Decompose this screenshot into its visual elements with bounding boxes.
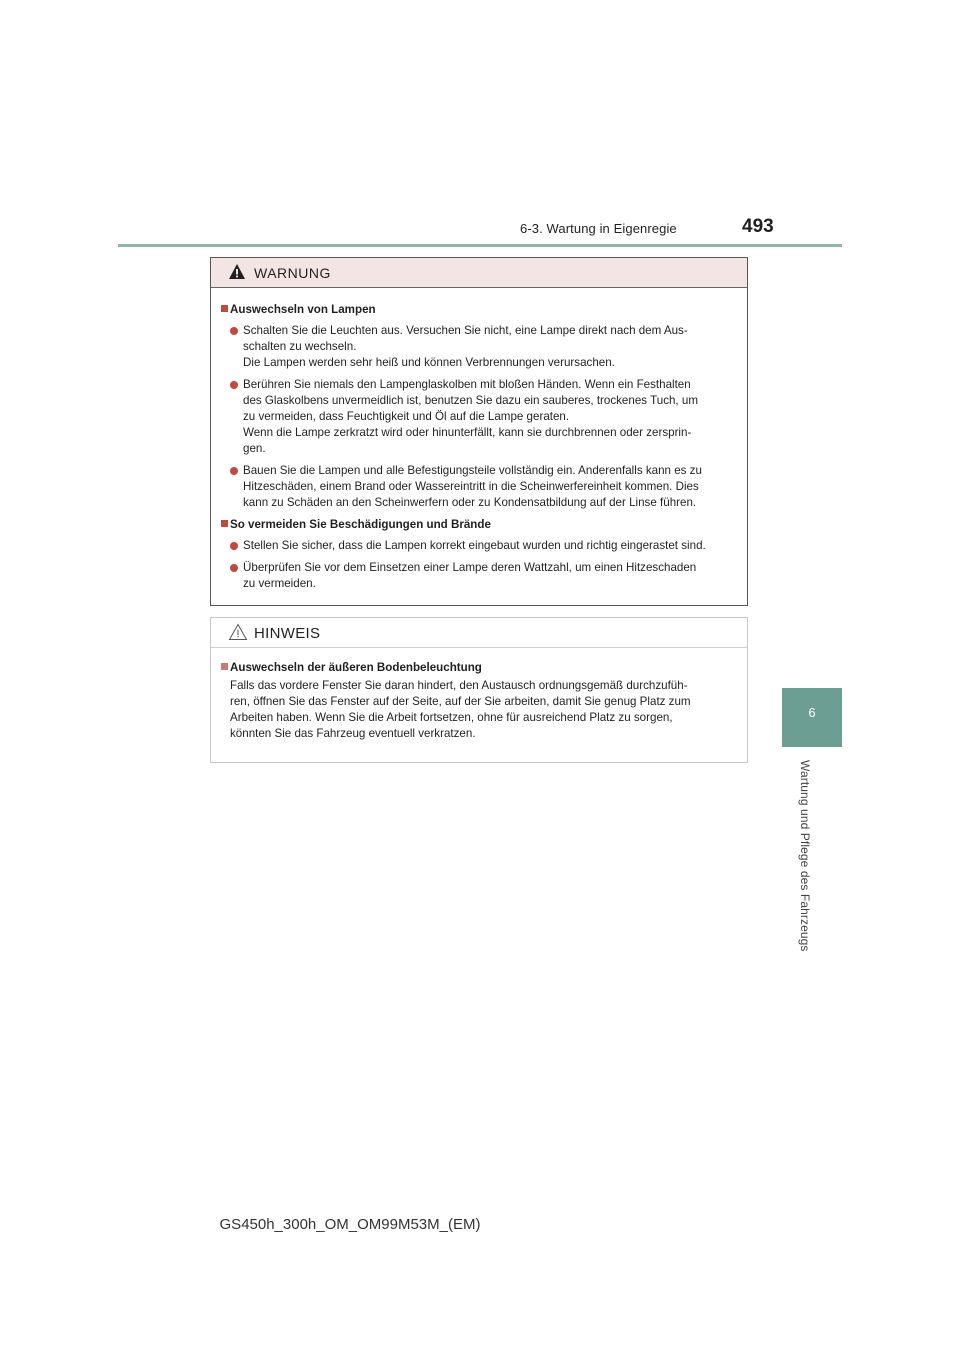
square-bullet-icon [221,663,228,670]
note-paragraph [221,678,740,742]
round-bullet-icon [230,542,238,550]
warning-icon [228,263,246,285]
round-bullet-icon [230,564,238,572]
chapter-tab [782,688,842,747]
note-title: HINWEIS [254,625,321,642]
chapter-title: Wartung und Pflege des Fahrzeugs [798,760,812,952]
warning-section-heading [221,302,740,317]
bullet-line: zu vermeiden, dass Feuchtigkeit und Öl auf die Lampe geraten. [243,410,570,423]
note-content [211,648,747,742]
bullet-line: Wenn die Lampe zerkratzt wird oder hinunterfällt, kann sie durchbrennen oder zersprin- [243,426,692,439]
bullet-item [221,463,740,511]
document-id: GS450h_300h_OM_OM99M53M_(EM) [219,1216,481,1233]
note-section-heading [221,660,740,675]
warning-box [210,257,748,606]
note-header [211,618,747,648]
page-number: 493 [742,216,774,237]
note-line: Arbeiten haben. Wenn Sie die Arbeit fortsetzen, ohne für ausreichend Platz zu sorgen, [230,711,673,724]
bullet-line: Stellen Sie sicher, dass die Lampen korrekt eingebaut wurden und richtig eingerastet sind. [243,539,706,552]
chapter-number: 6 [808,705,816,720]
warning-content [211,288,747,592]
bullet-line: Überprüfen Sie vor dem Einsetzen einer Lampe deren Wattzahl, um einen Hitzeschaden [243,561,697,574]
warning-title: WARNUNG [254,265,331,281]
bullet-line: zu vermeiden. [243,577,316,590]
section-heading-text: Auswechseln von Lampen [230,303,376,316]
caution-icon [228,623,248,646]
square-bullet-icon [221,520,228,527]
bullet-line: Hitzeschäden, einem Brand oder Wassereintritt in die Scheinwerfereinheit kommen. Dies [243,480,699,493]
bullet-line: Schalten Sie die Leuchten aus. Versuchen Sie nicht, eine Lampe direkt nach dem Aus- [243,324,688,337]
note-box [210,617,748,763]
bullet-item [221,560,740,592]
bullet-item [221,377,740,457]
header-divider [118,244,842,247]
bullet-line: gen. [243,442,266,455]
warning-section-heading [221,517,740,532]
note-line: Falls das vordere Fenster Sie daran hindert, den Austausch ordnungsgemäß durchzufüh- [230,679,688,692]
section-heading-text: So vermeiden Sie Beschädigungen und Brände [230,518,491,531]
bullet-item [221,538,740,554]
bullet-line: kann zu Schäden an den Scheinwerfern oder zu Kondensatbildung auf der Linse führen. [243,496,697,509]
bullet-line: Berühren Sie niemals den Lampenglaskolben mit bloßen Händen. Wenn ein Festhalten [243,378,691,391]
square-bullet-icon [221,305,228,312]
bullet-item [221,323,740,371]
note-line: ren, öffnen Sie das Fenster auf der Seite, auf der Sie arbeiten, damit Sie genug Platz zum [230,695,691,708]
bullet-line: Bauen Sie die Lampen und alle Befestigungsteile vollständig ein. Anderenfalls kann es zu [243,464,702,477]
bullet-line: Die Lampen werden sehr heiß und können Verbrennungen verursachen. [243,356,615,369]
bullet-line: des Glaskolbens unvermeidlich ist, benutzen Sie dazu ein sauberes, trockenes Tuch, um [243,394,698,407]
warning-header [211,258,747,288]
round-bullet-icon [230,381,238,389]
note-heading-text: Auswechseln der äußeren Bodenbeleuchtung [230,661,482,674]
bullet-line: schalten zu wechseln. [243,340,357,353]
round-bullet-icon [230,327,238,335]
round-bullet-icon [230,467,238,475]
note-line: könnten Sie das Fahrzeug eventuell verkratzen. [230,727,476,740]
section-title: 6-3. Wartung in Eigenregie [520,221,677,236]
